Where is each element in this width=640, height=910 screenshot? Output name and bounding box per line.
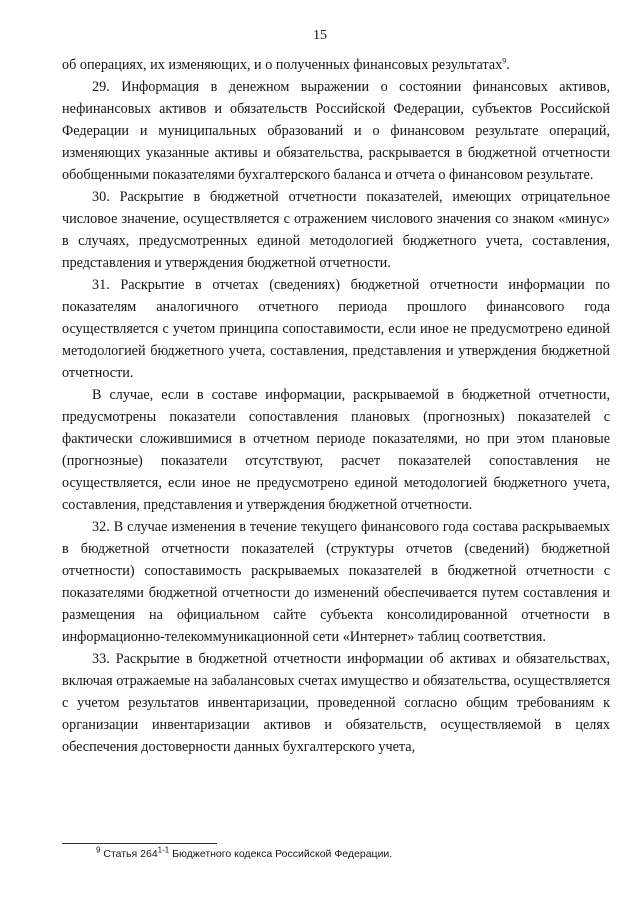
page-number: 15 [313,28,327,43]
paragraph-33: 33. Раскрытие в бюджетной отчетности информации об активах и обязательствах, включая отражаемые на забалансовых счетах имущество и обязательства, осуществляется с учетом результатов инвентаризации, проведенной согласно общим требованиям к организации инвентаризации активов и обязательств, осуществляемой в целях обеспечения достоверности данных бухгалтерского учета, [62,651,610,755]
footnote-reference[interactable]: 9 [502,56,507,66]
paragraph-continuation [62,54,610,76]
footnote-mark: 9 [96,845,101,855]
document-body [62,54,610,758]
paragraph-31-continuation: В случае, если в составе информации, раскрываемой в бюджетной отчетности, предусмотрены показатели сопоставления плановых (прогнозных) показателей с фактически сложившимися в отчетном периоде показателями, но при этом плановые (прогнозные) показатели отсутствуют, расчет показателей сопоставления не осуществляется, если иное не предусмотрено единой методологией бюджетного учета, составления, представления и утверждения бюджетной отчетности. [62,387,610,513]
paragraph-29: 29. Информация в денежном выражении о состоянии финансовых активов, нефинансовых активов и обязательств Российской Федерации, субъектов Российской Федерации и муниципальных образований и о финансовом результате операций, изменяющих указанные активы и обязательства, раскрывается в бюджетной отчетности обобщенными показателями бухгалтерского баланса и отчета о финансовом результате. [62,79,610,183]
footnote-article-superscript: 1-1 [157,845,170,855]
footnote-text-end: Бюджетного кодекса Российской Федерации. [169,848,393,860]
footnote-text-start: Статья 264 [100,848,158,860]
paragraph-text: об операциях, их изменяющих, и о полученных финансовых результатах [62,57,503,73]
paragraph-31: 31. Раскрытие в отчетах (сведениях) бюджетной отчетности информации по показателям аналогичного отчетного периода прошлого финансового года осуществляется с учетом принципа сопоставимости, если иное не предусмотрено единой методологией бюджетного учета, составления, представления и утверждения бюджетной отчетности. [62,277,610,381]
footnote [96,847,596,861]
footnote-separator [62,843,217,844]
paragraph-30: 30. Раскрытие в бюджетной отчетности показателей, имеющих отрицательное числовое значение, осуществляется с отражением числового значения со знаком «минус» в случаях, предусмотренных единой методологией бюджетного учета, составления, представления и утверждения бюджетной отчетности. [62,189,610,271]
paragraph-32: 32. В случае изменения в течение текущего финансового года состава раскрываемых в бюджетной отчетности показателей (структуры отчетов (сведений) бюджетной отчетности) сопоставимость раскрываемых показателей в бюджетной отчетности с показателями бюджетной отчетности до изменений обеспечивается путем составления и размещения на официальном сайте субъекта консолидированной отчетности в информационно-телекоммуникационной сети «Интернет» таблиц соответствия. [62,519,610,645]
paragraph-punctuation: . [506,57,510,73]
